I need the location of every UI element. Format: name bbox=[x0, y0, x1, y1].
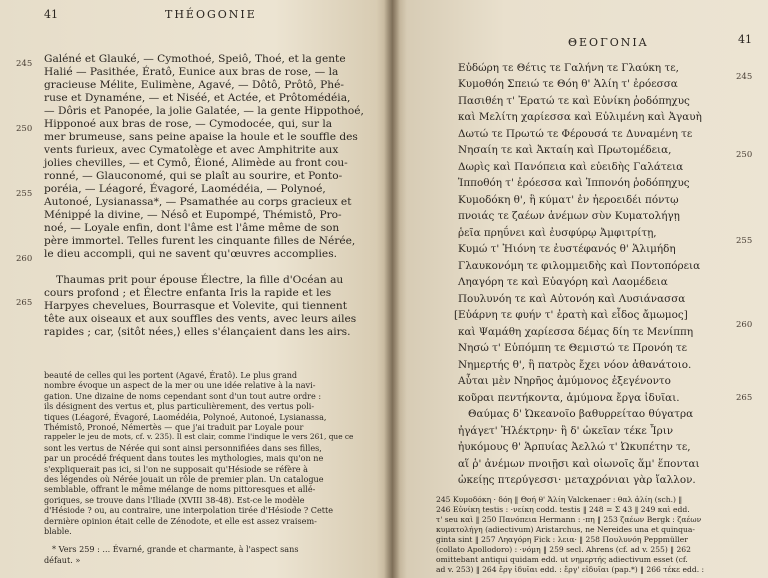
apparatus-line: omittebant antiqui quidam edd. ut νημερτής adiectivum esset (cf. bbox=[436, 555, 688, 564]
greek-line: αἵ ῥ' ἀνέμων πνοιῇσι καὶ οἰωνοῖς ἅμ' ἕπονται bbox=[458, 458, 700, 470]
text-line: Thaumas prit pour épouse Électre, la fille d'Océan au bbox=[56, 274, 344, 286]
note-line: nombre évoque un aspect de la mer ou une idée relative à la navi- bbox=[44, 380, 316, 390]
note-line: goriques, se trouve dans l'Iliade (XVIII 38-48). Est-ce le modèle bbox=[44, 495, 305, 505]
line-number: 265 bbox=[16, 298, 33, 308]
greek-line: Ἱπποθόη τ' ἐρόεσσα καὶ Ἱππονόη ῥοδόπηχυς bbox=[458, 177, 690, 189]
greek-line: Κυμώ τ' Ἠιόνη τε ἐυστέφανός θ' Ἁλιμήδη bbox=[458, 243, 676, 255]
note-line: semblable, offrant le même mélange de noms pittoresques et allé- bbox=[44, 484, 316, 494]
note-line: ils désignent des vertus et, plus particulièrement, des vertus poli- bbox=[44, 401, 315, 411]
greek-line: Θαύμας δ' Ὠκεανοῖο βαθυρρείταο θύγατρα bbox=[468, 408, 694, 420]
greek-line: καὶ Μελίτη χαρίεσσα καὶ Εὐλιμένη καὶ Ἀγαυὴ bbox=[458, 111, 702, 123]
greek-line: ἠυκόμους θ' Ἁρπυίας Ἀελλώ τ' Ὠκυπέτην τε, bbox=[458, 441, 691, 453]
note-line: sont les vertus de Nérée qui sont ainsi personnifiées dans ses filles, bbox=[44, 443, 322, 453]
apparatus-line: 245 Κυμοδόκη · δόη ‖ Θοή θ' Ἁλίη Valckenaer : θαλ ἁλίη (sch.) ‖ bbox=[436, 495, 683, 504]
text-line: le dieu accompli, qui ne savent qu'œuvres accomplies. bbox=[44, 248, 337, 260]
greek-line: Αὗται μὲν Νηρῆος ἀμύμονος ἐξεγένοντο bbox=[458, 375, 671, 387]
line-number: 255 bbox=[16, 189, 33, 199]
greek-line: Νησώ τ' Εὐπόμπη τε Θεμιστώ τε Προνόη τε bbox=[458, 342, 688, 354]
note-line: blable. bbox=[44, 526, 72, 536]
text-line: noé, — Loyale enfin, dont l'âme est l'âme même de son bbox=[44, 222, 340, 234]
text-line: Hipponoé aux bras de rose, — Cymodocée, qui, sur la bbox=[44, 118, 333, 130]
line-number: 255 bbox=[736, 236, 753, 246]
footnote: * Vers 259 : ... Évarné, grande et charmante, à l'aspect sans bbox=[52, 544, 299, 554]
text-line: cours profond ; et Électre enfanta Iris la rapide et les bbox=[44, 287, 332, 299]
right-page bbox=[392, 0, 768, 578]
note-line: Thémistô, Pronoé, Némertès — que j'ai traduit par Loyale pour bbox=[44, 422, 304, 432]
greek-line: κοῦραι πεντήκοντα, ἀμύμονα ἔργα ἰδυῖαι. bbox=[458, 392, 680, 404]
greek-line: ἠγάγετ' Ἠλέκτρην· ἣ δ' ὠκεῖαν τέκε Ἶριν bbox=[458, 425, 674, 437]
text-line: rapides ; car, ⟨sitôt nées,⟩ elles s'élançaient dans les airs. bbox=[44, 326, 351, 338]
text-line: jolies chevilles, — et Cymô, Éioné, Alimède au front cou- bbox=[44, 157, 348, 169]
greek-line: Πουλυνόη τε καὶ Αὐτονόη καὶ Λυσιάνασσα bbox=[458, 293, 686, 305]
text-line: ronné, — Glauconomé, qui se plaît au sourire, et Ponto- bbox=[44, 170, 343, 182]
text-line: tête aux oiseaux et aux souffles des vents, avec leurs ailes bbox=[44, 313, 357, 325]
greek-line: Δωτώ τε Πρωτώ τε Φέρουσά τε Δυναμένη τε bbox=[458, 128, 693, 140]
note-line: rappeler le jeu de mots, cf. v. 235). Il est clair, comme l'indique le vers 261, que ce bbox=[44, 432, 354, 441]
text-line: Ménippé la divine, — Nésô et Eupompé, Thémistô, Pro- bbox=[44, 209, 342, 221]
note-line: gation. Une dizaine de noms cependant sont d'un tout autre ordre : bbox=[44, 391, 322, 401]
text-line: Harpyes chevelues, Bourrasque et Volevite, qui tiennent bbox=[44, 300, 348, 312]
line-number: 260 bbox=[736, 320, 753, 330]
note-line: par un procédé fréquent dans toutes les mythologies, mais qu'on ne bbox=[44, 453, 324, 463]
text-line: Autonoé, Lysianassa*, — Psamathée au corps gracieux et bbox=[44, 196, 352, 208]
apparatus-line: (collato Apollodoro) : ·νόμη ‖ 259 secl. Ahrens (cf. ad v. 255) ‖ 262 bbox=[436, 545, 691, 554]
text-line: Galéné et Glauké, — Cymothoé, Speiô, Thoé, et la gente bbox=[44, 53, 346, 65]
greek-line: [Εὐάρνη τε φυήν τ' ἐρατὴ καὶ εἶδος ἄμωμος] bbox=[454, 309, 688, 321]
apparatus-line: ginta sint ‖ 257 Ληαγόρη Fick : λεια· ‖ 258 Πουλυνόη Peppmüller bbox=[436, 535, 688, 544]
line-number: 245 bbox=[736, 72, 753, 82]
note-line: d'Hésiode ? ou, au contraire, une interpolation tirée d'Hésiode ? Cette bbox=[44, 505, 334, 515]
greek-line: ὠκείῃς πτερύγεσσι· μεταχρόνιαι γὰρ ἴαλλον. bbox=[458, 474, 696, 486]
line-number: 260 bbox=[16, 254, 33, 264]
greek-line: ῥεῖα πρηΰνει καὶ ἐυσφύρῳ Ἀμφιτρίτῃ, bbox=[458, 227, 657, 239]
text-line: poréia, — Léagoré, Évagoré, Laomédéia, — Polynoé, bbox=[44, 183, 326, 195]
text-line: gracieuse Mélite, Eulimène, Agavé, — Dôtô, Prôtô, Phé- bbox=[44, 79, 344, 91]
note-line: des légendes où Nérée jouait un rôle de premier plan. Un catalogue bbox=[44, 474, 324, 484]
greek-line: Κυμοθόη Σπειώ τε Θόη θ' Ἁλίη τ' ἐρόεσσα bbox=[458, 78, 678, 90]
text-line: Halié — Pasithée, Ératô, Eunice aux bras de rose, — la bbox=[44, 66, 339, 78]
apparatus-line: 246 Εὐνίκη testis : ·νείκη codd. testis ‖ 248 = Σ 43 ‖ 249 καὶ edd. bbox=[436, 505, 690, 514]
left-running-head: THÉOGONIE bbox=[165, 8, 257, 21]
note-line: s'expliquerait pas ici, si l'on ne supposait qu'Hésiode se réfère à bbox=[44, 464, 308, 474]
left-page-number: 41 bbox=[44, 8, 58, 21]
greek-line: Γλαυκονόμη τε φιλομμειδὴς καὶ Ποντοπόρεια bbox=[458, 260, 701, 272]
greek-line: Κυμοδόκη θ', ἣ κύματ' ἐν ἠεροειδέι πόντῳ bbox=[458, 194, 679, 206]
note-line: beauté de celles qui les portent (Agavé, Ératô). Le plus grand bbox=[44, 370, 298, 380]
greek-line: Νημερτής θ', ἣ πατρὸς ἔχει νόον ἀθανάτοιο. bbox=[458, 359, 692, 371]
greek-line: Πασιθέη τ' Ἐρατώ τε καὶ Εὐνίκη ῥοδόπηχυς bbox=[458, 95, 690, 107]
greek-line: Εὐδώρη τε Θέτις τε Γαλήνη τε Γλαύκη τε, bbox=[458, 62, 679, 74]
right-page-number: 41 bbox=[738, 33, 752, 46]
book-gutter bbox=[384, 0, 400, 578]
text-line: — Dôris et Panopée, la jolie Galatée, — la gente Hippothoé, bbox=[44, 105, 364, 117]
apparatus-line: ad v. 253) ‖ 264 ἔργ ἰδυῖαι edd. : ἔργ' εἰδυῖαι (pap.*) ‖ 266 τέκε edd. : bbox=[436, 565, 705, 574]
greek-line: πνοιάς τε ζαέων ἀνέμων σὺν Κυματολήγῃ bbox=[458, 210, 680, 222]
apparatus-line: κυματολήγη (adiectivum) Aristarchus, ne Nereides una et quinqua- bbox=[436, 525, 695, 534]
greek-line: καὶ Ψαμάθη χαρίεσσα δέμας δίη τε Μενίππη bbox=[458, 326, 694, 338]
text-line: vents furieux, avec Cymatolège et avec Amphitrite aux bbox=[44, 144, 339, 156]
apparatus-line: τ' seu καὶ ‖ 250 Πανόπεια Hermann : ·πη ‖ 253 ζαέων Bergk : ζαέων bbox=[436, 515, 702, 524]
footnote-continuation: défaut. » bbox=[44, 555, 81, 565]
greek-line: Δωρὶς καὶ Πανόπεια καὶ εὐειδὴς Γαλάτεια bbox=[458, 161, 684, 173]
text-line: père immortel. Telles furent les cinquante filles de Nérée, bbox=[44, 235, 356, 247]
greek-line: Νησαίη τε καὶ Ἀκταίη καὶ Πρωτομέδεια, bbox=[458, 144, 672, 156]
text-line: mer brumeuse, sans peine apaise la houle et le souffle des bbox=[44, 131, 358, 143]
note-line: tiques (Léagoré, Évagoré, Laomédéia, Polynoé, Autonoé, Lysianassa, bbox=[44, 412, 327, 422]
right-running-head: ΘΕΟΓΟΝΙΑ bbox=[568, 36, 649, 49]
line-number: 250 bbox=[16, 124, 33, 134]
text-line: ruse et Dynaméne, — et Niséé, et Actée, et Prôtomédéia, bbox=[44, 92, 351, 104]
greek-line: Ληαγόρη τε καὶ Εὐαγόρη καὶ Λαομέδεια bbox=[458, 276, 668, 288]
line-number: 250 bbox=[736, 150, 753, 160]
note-line: dernière opinion était celle de Zénodote, et elle est assez vraisem- bbox=[44, 516, 317, 526]
line-number: 245 bbox=[16, 59, 33, 69]
line-number: 265 bbox=[736, 393, 753, 403]
